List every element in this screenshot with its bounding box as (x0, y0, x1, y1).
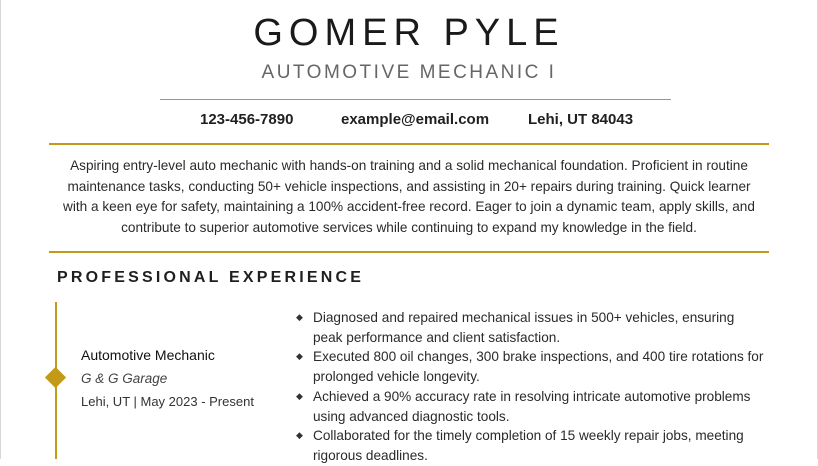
job-location-dates: Lehi, UT | May 2023 - Present (81, 394, 254, 409)
diamond-bullet-icon: ◆ (296, 430, 303, 441)
summary-bottom-divider (49, 251, 769, 253)
job-bullet (296, 426, 766, 465)
contact-location: Lehi, UT 84043 (528, 111, 634, 128)
diamond-bullet-icon: ◆ (296, 351, 303, 362)
diamond-bullet-icon: ◆ (296, 312, 303, 322)
candidate-name: GOMER PYLE (253, 12, 565, 54)
job-company: G & G Garage (81, 371, 168, 386)
professional-summary: Aspiring entry-level auto mechanic with hands-on training and a solid mechanical foundation. Proficient in routine maintenance tasks, conducting 50+ vehicle inspections, and assisting in 20+ repairs during training. Quick learner with a keen eye for safety, maintaining a 100% accident-free record. Eager to join a dynamic team, apply skills, and contribute to superior automotive services while continuing to expand my knowledge in the field. (63, 158, 755, 235)
job-role: Automotive Mechanic (81, 347, 215, 363)
experience-section-heading: PROFESSIONAL EXPERIENCE (57, 269, 365, 286)
job-bullet-text: Executed 800 oil changes, 300 brake inspections, and 400 tire rotations for prolonged vehicle longevity. (313, 349, 764, 385)
job-bullet-text: Collaborated for the timely completion of 15 weekly repair jobs, meeting rigorous deadlines. (313, 428, 744, 463)
job-bullet-text: Diagnosed and repaired mechanical issues in 500+ vehicles, ensuring peak performance and client satisfaction. (313, 310, 735, 345)
diamond-bullet-icon: ◆ (296, 390, 303, 401)
job-bullet-text: Achieved a 90% accuracy rate in resolving intricate automotive problems using advanced diagnostic tools. (313, 388, 751, 424)
contact-phone: 123-456-7890 (200, 111, 294, 128)
summary-top-divider (49, 143, 769, 145)
job-bullet (296, 308, 766, 347)
job-bullet (296, 347, 766, 386)
contact-email: example@email.com (341, 111, 490, 128)
header-divider (160, 99, 671, 100)
job-bullet-list (296, 308, 766, 466)
timeline-diamond-icon (45, 367, 66, 388)
job-bullet (296, 387, 766, 426)
candidate-title: AUTOMOTIVE MECHANIC I (261, 62, 557, 83)
